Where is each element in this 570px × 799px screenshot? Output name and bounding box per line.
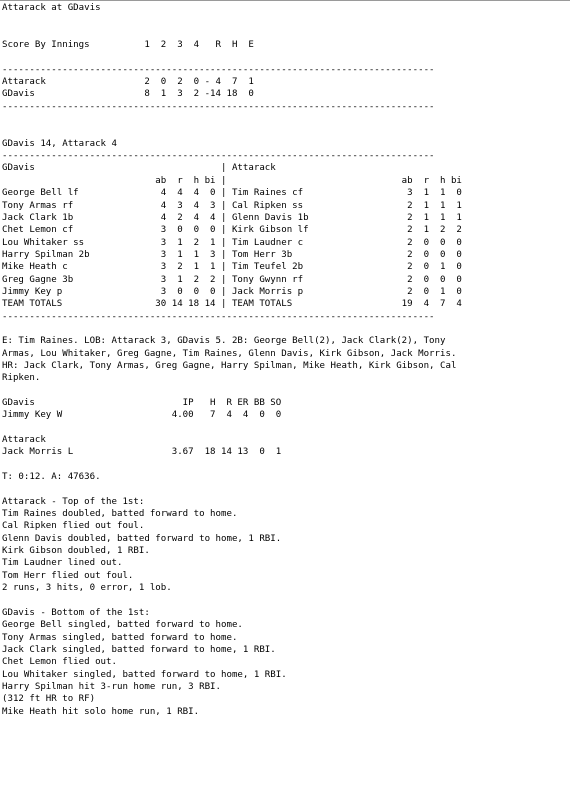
- blank-line: [2, 125, 462, 137]
- blank-line: [2, 27, 462, 39]
- report-line: Tim Raines doubled, batted forward to home.: [2, 509, 238, 520]
- report-line: Kirk Gibson doubled, 1 RBI.: [2, 546, 150, 557]
- report-line: 2 runs, 3 hits, 0 error, 1 lob.: [2, 583, 172, 594]
- report-line: Tony Armas rf 4 3 4 3 | Cal Ripken ss 2 1 1 1: [2, 200, 462, 211]
- report-line: GDavis 8 1 3 2 -14 18 0: [2, 89, 254, 100]
- report-line: (312 ft HR to RF): [2, 694, 96, 705]
- report-line: Jimmy Key p 3 0 0 0 | Jack Morris p 2 0 1 0: [2, 286, 462, 297]
- report-line: Mike Heath hit solo home run, 1 RBI.: [2, 706, 200, 717]
- blank-line: [2, 323, 462, 335]
- report-line: E: Tim Raines. LOB: Attarack 3, GDavis 5. 2B: George Bell(2), Jack Clark(2), Tony: [2, 336, 446, 347]
- report-line: Cal Ripken flied out foul.: [2, 521, 145, 532]
- separator-line: -------------------------------------------------------------------------------: [2, 101, 435, 112]
- report-line: Chet Lemon cf 3 0 0 0 | Kirk Gibson lf 2 1 2 2: [2, 225, 462, 236]
- report-line: Chet Lemon flied out.: [2, 657, 117, 668]
- blank-line: [2, 51, 462, 63]
- report-line: Attarack - Top of the 1st:: [2, 496, 145, 507]
- report-line: TEAM TOTALS 30 14 18 14 | TEAM TOTALS 19 4 7 4: [2, 299, 462, 310]
- report-line: Jack Clark singled, batted forward to home, 1 RBI.: [2, 644, 276, 655]
- report-line: T: 0:12. A: 47636.: [2, 472, 101, 483]
- report-line: George Bell singled, batted forward to home.: [2, 620, 243, 631]
- report-line: Score By Innings 1 2 3 4 R H E: [2, 40, 254, 51]
- blank-line: [2, 14, 462, 26]
- report-line: GDavis - Bottom of the 1st:: [2, 607, 150, 618]
- report-line: Ripken.: [2, 373, 41, 384]
- blank-line: [2, 422, 462, 434]
- report-line: Harry Spilman 2b 3 1 1 3 | Tom Herr 3b 2 0 0 0: [2, 249, 462, 260]
- blank-line: [2, 459, 462, 471]
- separator-line: -------------------------------------------------------------------------------: [2, 311, 435, 322]
- blank-line: [2, 113, 462, 125]
- report-line: GDavis 14, Attarack 4: [2, 138, 117, 149]
- report-line: Attarack at GDavis: [2, 3, 101, 13]
- separator-line: -------------------------------------------------------------------------------: [2, 151, 435, 162]
- separator-line: -------------------------------------------------------------------------------: [2, 64, 435, 75]
- report-line: GDavis IP H R ER BB SO: [2, 398, 282, 408]
- report-line: Tom Herr flied out foul.: [2, 570, 134, 581]
- blank-line: [2, 595, 462, 607]
- report-line: George Bell lf 4 4 4 0 | Tim Raines cf 3 1 1 0: [2, 188, 462, 199]
- blank-line: [2, 385, 462, 397]
- report-line: Jack Morris L 3.67 18 14 13 0 1: [2, 447, 282, 458]
- top-border: [0, 0, 570, 1]
- report-line: GDavis | Attarack: [2, 163, 276, 174]
- box-score-report: [2, 2, 462, 718]
- report-line: Attarack 2 0 2 0 - 4 7 1: [2, 77, 254, 88]
- report-line: Armas, Lou Whitaker, Greg Gagne, Tim Raines, Glenn Davis, Kirk Gibson, Jack Morris.: [2, 348, 457, 359]
- report-line: ab r h bi | ab r h bi: [2, 175, 462, 186]
- report-line: Greg Gagne 3b 3 1 2 2 | Tony Gwynn rf 2 0 0 0: [2, 274, 462, 285]
- blank-line: [2, 483, 462, 495]
- report-line: Mike Heath c 3 2 1 1 | Tim Teufel 2b 2 0 1 0: [2, 262, 462, 273]
- report-line: Harry Spilman hit 3-run home run, 3 RBI.: [2, 681, 221, 692]
- report-line: Glenn Davis doubled, batted forward to home, 1 RBI.: [2, 533, 282, 544]
- report-line: Lou Whitaker singled, batted forward to home, 1 RBI.: [2, 669, 287, 680]
- report-line: Jack Clark 1b 4 2 4 4 | Glenn Davis 1b 2 1 1 1: [2, 212, 462, 223]
- report-line: Tim Laudner lined out.: [2, 558, 123, 569]
- report-line: Jimmy Key W 4.00 7 4 4 0 0: [2, 410, 282, 421]
- report-line: Lou Whitaker ss 3 1 2 1 | Tim Laudner c 2 0 0 0: [2, 237, 462, 248]
- report-line: HR: Jack Clark, Tony Armas, Greg Gagne, Harry Spilman, Mike Heath, Kirk Gibson, Cal: [2, 360, 457, 371]
- report-line: Tony Armas singled, batted forward to home.: [2, 632, 238, 643]
- report-line: Attarack: [2, 435, 46, 446]
